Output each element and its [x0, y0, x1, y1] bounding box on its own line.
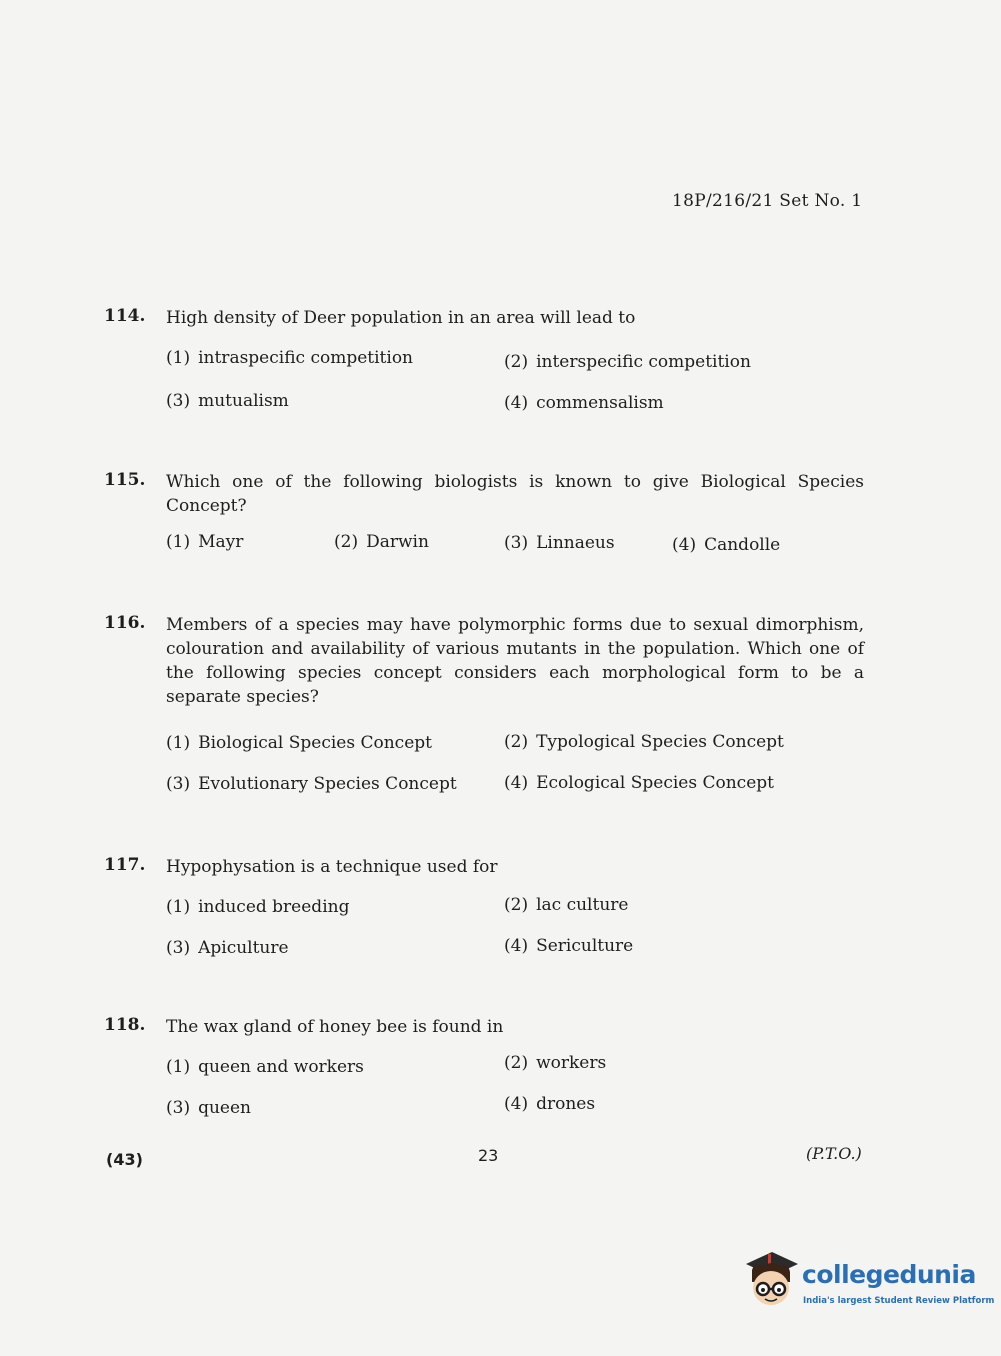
option-3 — [504, 533, 615, 553]
options — [166, 518, 864, 568]
option-text: interspecific competition — [536, 352, 751, 372]
option-3 — [166, 1098, 251, 1118]
option-text: Evolutionary Species Concept — [198, 774, 457, 794]
option-number: (1) — [166, 532, 191, 552]
option-number: (3) — [166, 391, 191, 411]
option-4 — [504, 773, 774, 793]
option-1 — [166, 1057, 364, 1077]
option-text: Linnaeus — [536, 533, 615, 553]
option-number: (4) — [504, 936, 529, 956]
option-number: (4) — [672, 535, 697, 555]
set-number: 18P/216/21 Set No. 1 — [672, 191, 863, 211]
question-115 — [104, 470, 864, 568]
page-number: 23 — [478, 1146, 499, 1165]
question-number: 117. — [104, 855, 146, 875]
options — [166, 709, 864, 809]
option-2 — [504, 352, 751, 372]
option-number: (1) — [166, 348, 191, 368]
option-text: Mayr — [198, 532, 244, 552]
question-114 — [104, 306, 864, 430]
option-number: (3) — [166, 774, 191, 794]
booklet-code: (43) — [106, 1150, 143, 1169]
option-text: workers — [536, 1053, 607, 1073]
option-number: (4) — [504, 393, 529, 413]
pto-label: (P.T.O.) — [806, 1144, 862, 1163]
brand-watermark — [742, 1248, 995, 1318]
option-text: Apiculture — [198, 938, 289, 958]
question-116 — [104, 613, 864, 809]
option-4 — [672, 535, 780, 555]
option-2 — [504, 1053, 606, 1073]
option-text: drones — [536, 1094, 596, 1114]
question-text: Hypophysation is a technique used for — [166, 857, 498, 877]
option-text: intraspecific competition — [198, 348, 414, 368]
option-4 — [504, 936, 633, 956]
question-text: Which one of the following biologists is known to give Biological Species Concept? — [166, 472, 864, 516]
question-118 — [104, 1015, 864, 1139]
option-text: induced breeding — [198, 897, 350, 917]
option-number: (4) — [504, 1094, 529, 1114]
option-3 — [166, 391, 289, 411]
question-text: Members of a species may have polymorphic forms due to sexual dimorphism, colouration and availability of various mutants in the population. Which one of the following species concept considers each morphological form to be a separate species? — [166, 615, 864, 707]
option-4 — [504, 1094, 595, 1114]
option-text: queen and workers — [198, 1057, 364, 1077]
options — [166, 879, 864, 979]
question-text: High density of Deer population in an area will lead to — [166, 308, 636, 328]
question-number: 114. — [104, 306, 146, 326]
options — [166, 330, 864, 430]
option-2 — [504, 732, 784, 752]
option-number: (1) — [166, 733, 191, 753]
option-number: (2) — [504, 1053, 529, 1073]
option-number: (1) — [166, 897, 191, 917]
option-2 — [334, 532, 429, 552]
question-number: 118. — [104, 1015, 146, 1035]
option-3 — [166, 774, 457, 794]
option-1 — [166, 348, 413, 368]
options — [166, 1039, 864, 1139]
option-number: (2) — [504, 352, 529, 372]
option-text: lac culture — [536, 895, 629, 915]
question-117 — [104, 855, 864, 979]
option-number: (2) — [504, 732, 529, 752]
option-text: Candolle — [704, 535, 781, 555]
brand-name: collegedunia — [802, 1260, 976, 1289]
option-text: Darwin — [366, 532, 429, 552]
question-number: 115. — [104, 470, 146, 490]
option-2 — [504, 895, 628, 915]
option-text: Ecological Species Concept — [536, 773, 774, 793]
question-number: 116. — [104, 613, 146, 633]
option-text: Biological Species Concept — [198, 733, 432, 753]
option-text: Sericulture — [536, 936, 634, 956]
option-text: mutualism — [198, 391, 289, 411]
option-text: Typological Species Concept — [536, 732, 784, 752]
option-number: (3) — [166, 1098, 191, 1118]
option-text: queen — [198, 1098, 251, 1118]
question-text: The wax gland of honey bee is found in — [166, 1017, 504, 1037]
option-3 — [166, 938, 289, 958]
option-number: (2) — [334, 532, 359, 552]
option-number: (3) — [504, 533, 529, 553]
mascot-icon — [742, 1248, 800, 1310]
option-number: (2) — [504, 895, 529, 915]
brand-tagline: India's largest Student Review Platform — [803, 1296, 995, 1306]
option-1 — [166, 897, 349, 917]
option-number: (3) — [166, 938, 191, 958]
option-4 — [504, 393, 664, 413]
option-text: commensalism — [536, 393, 664, 413]
option-1 — [166, 733, 432, 753]
option-1 — [166, 532, 243, 552]
option-number: (1) — [166, 1057, 191, 1077]
option-number: (4) — [504, 773, 529, 793]
